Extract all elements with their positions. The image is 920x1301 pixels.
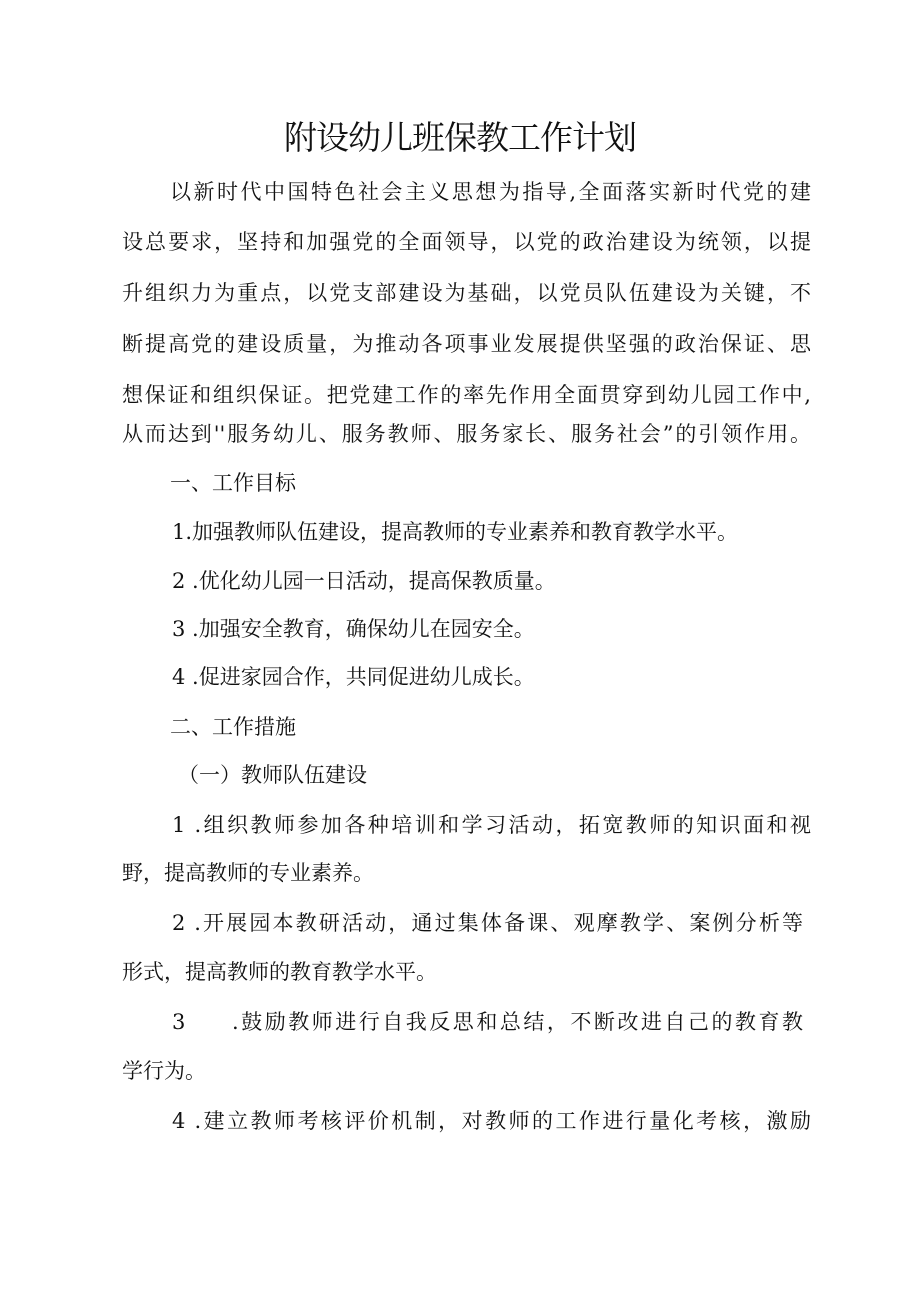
measure-item-3-number: 3	[172, 1010, 186, 1034]
measure-item-3-line-1: .鼓励教师进行自我反思和总结，不断改进自己的教育教	[232, 1010, 803, 1034]
intro-line-1: 以新时代中国特色社会主义思想为指导,全面落实新时代党的建	[170, 180, 811, 204]
goal-item-1: 1.加强教师队伍建设，提高教师的专业素养和教育教学水平。	[172, 520, 739, 544]
goal-item-4: 4 .促进家园合作，共同促进幼儿成长。	[172, 665, 535, 689]
intro-line-4: 断提高党的建设质量，为推动各项事业发展提供坚强的政治保证、思	[122, 332, 811, 356]
measure-item-1-line-1: 1 .组织教师参加各种培训和学习活动，拓宽教师的知识面和视	[172, 813, 811, 837]
measure-item-2-line-2: 形式，提高教师的教育教学水平。	[122, 960, 437, 984]
intro-line-3: 升组织力为重点，以党支部建设为基础，以党员队伍建设为关键，不	[122, 281, 811, 305]
measure-item-4-line-1: 4 .建立教师考核评价机制，对教师的工作进行量化考核，激励	[172, 1109, 811, 1133]
goal-item-2: 2 .优化幼儿园一日活动，提高保教质量。	[172, 569, 556, 593]
section-heading-goals: 一、工作目标	[170, 471, 296, 495]
goal-item-3: 3 .加强安全教育，确保幼儿在园安全。	[172, 617, 535, 641]
measure-item-2-line-1: 2 .开展园本教研活动，通过集体备课、观摩教学、案例分析等	[172, 911, 803, 935]
intro-line-6: 从而达到''服务幼儿、服务教师、服务家长、服务社会”的引领作用。	[122, 422, 811, 446]
subsection-heading-teachers: （一）教师队伍建设	[178, 763, 367, 787]
intro-line-5: 想保证和组织保证。把党建工作的率先作用全面贯穿到幼儿园工作中,	[122, 383, 811, 407]
measure-item-1-line-2: 野，提高教师的专业素养。	[122, 861, 374, 885]
intro-line-2: 设总要求，坚持和加强党的全面领导，以党的政治建设为统领，以提	[122, 230, 811, 254]
measure-item-3-line-2: 学行为。	[122, 1059, 206, 1083]
section-heading-measures: 二、工作措施	[170, 715, 296, 739]
document-title: 附设幼儿班保教工作计划	[284, 118, 636, 157]
